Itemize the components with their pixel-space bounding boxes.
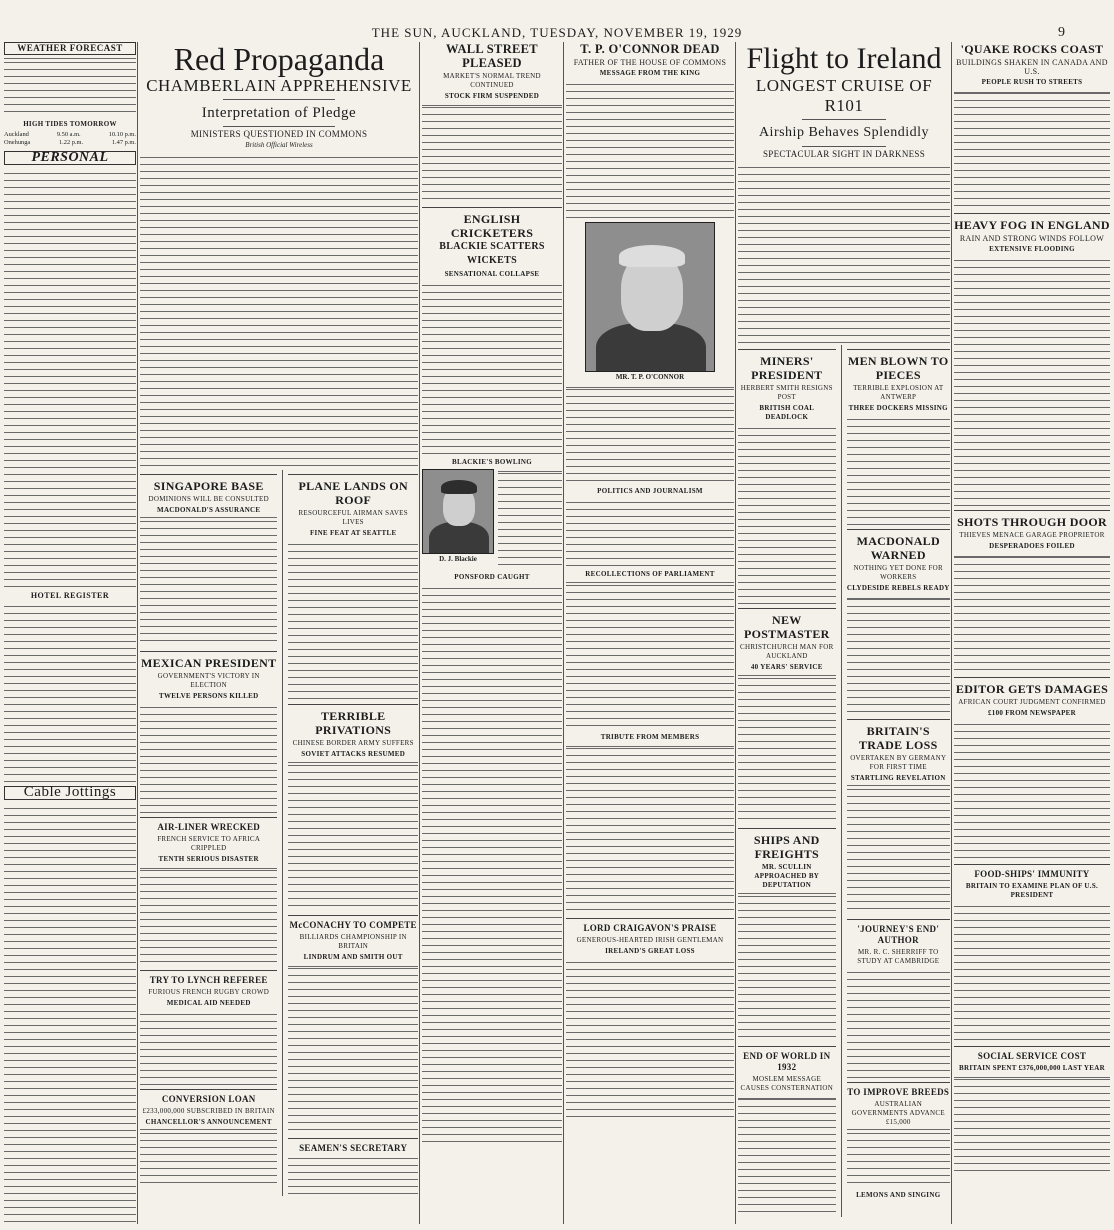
story-lynch <box>140 1010 277 1085</box>
story-miners <box>738 424 836 604</box>
story-craigavon <box>566 958 734 1118</box>
headline-wall-street: WALL STREET PLEASED <box>446 42 538 70</box>
subhead-editor-2: £100 FROM NEWSPAPER <box>987 709 1076 717</box>
blackie-caption: D. J. Blackie <box>439 555 477 563</box>
headline-end-of-world: END OF WORLD IN 1932 <box>743 1051 831 1072</box>
subhead-privations-2: SOVIET ATTACKS RESUMED <box>301 750 406 758</box>
page-number: 9 <box>1058 25 1066 40</box>
subhead-blackie: BLACKIE SCATTERS WICKETS <box>439 241 545 266</box>
subhead-shots: THIEVES MENACE GARAGE PROPRIETOR <box>959 531 1105 539</box>
headline-quake: 'QUAKE ROCKS COAST <box>960 42 1104 56</box>
headline-lynch-referee: TRY TO LYNCH REFEREE <box>149 975 268 985</box>
subhead-lynch-2: MEDICAL AID NEEDED <box>166 999 251 1007</box>
blackie-photo <box>422 469 494 554</box>
divider <box>140 474 277 475</box>
divider <box>288 1138 418 1139</box>
masthead <box>0 0 1114 40</box>
story-macdonald <box>847 595 950 715</box>
headline-conversion-loan: CONVERSION LOAN <box>161 1094 256 1104</box>
subhead-men-blown-2: THREE DOCKERS MISSING <box>848 404 948 412</box>
hotel-register-text <box>4 602 136 782</box>
subhead-fog: RAIN AND STRONG WINDS FOLLOW <box>959 234 1105 243</box>
divider <box>566 918 734 919</box>
subhead-social: BRITAIN SPENT £376,000,000 LAST YEAR <box>959 1064 1105 1072</box>
subhead-postmaster-2: 40 YEARS' SERVICE <box>750 663 823 671</box>
story-wall-street <box>422 103 562 203</box>
headline-airliner-wrecked: AIR-LINER WRECKED <box>157 822 261 832</box>
subhead-singapore-2: MACDONALD'S ASSURANCE <box>157 506 261 514</box>
subhead-craigavon: GENEROUS-HEARTED IRISH GENTLEMAN <box>576 936 724 945</box>
story-breeds <box>847 1129 950 1189</box>
personal-text <box>4 169 136 589</box>
story-plane <box>288 540 418 700</box>
divider <box>140 970 277 971</box>
headline-men-blown: MEN BLOWN TO PIECES <box>848 354 949 382</box>
story-food <box>954 902 1110 1042</box>
tides-title: HIGH TIDES TOMORROW <box>23 120 117 129</box>
subhead-airliner: FRENCH SERVICE TO AFRICA CRIPPLED <box>157 835 261 852</box>
headline-journeys-end: 'JOURNEY'S END' AUTHOR <box>857 924 940 945</box>
story-red-propaganda <box>140 153 418 468</box>
divider <box>422 207 562 208</box>
subhead-oconnor: FATHER OF THE HOUSE OF COMMONS <box>573 58 727 67</box>
blackie-photo-block <box>422 469 494 571</box>
subhead-billiards-2: LINDRUM AND SMITH OUT <box>303 953 403 961</box>
headline-flight-to-ireland: Flight to Ireland <box>746 42 942 75</box>
deck-ministers: MINISTERS QUESTIONED IN COMMONS <box>190 129 368 139</box>
column-rule <box>563 42 564 1224</box>
subhead-plane: RESOURCEFUL AIRMAN SAVES LIVES <box>298 509 408 526</box>
divider <box>847 529 950 530</box>
subhead-fog-2: EXTENSIVE FLOODING <box>989 245 1075 253</box>
divider <box>288 915 418 916</box>
story-fog <box>954 256 1110 506</box>
divider <box>738 828 836 829</box>
divider <box>288 474 418 475</box>
story-quake <box>954 89 1110 209</box>
column-rule <box>137 42 138 1224</box>
headline-editor-damages: EDITOR GETS DAMAGES <box>955 682 1109 696</box>
subhead-macdonald-2: CLYDESIDE REBELS READY <box>846 584 950 592</box>
story-politics <box>566 498 734 568</box>
subhead-ships: MR. SCULLIN APPROACHED BY DEPUTATION <box>754 863 820 889</box>
divider <box>223 126 334 127</box>
story-tribute <box>566 744 734 914</box>
blackie-bowling-title: BLACKIE'S BOWLING <box>452 458 532 466</box>
subhead-lynch: FURIOUS FRENCH RUGBY CROWD <box>148 988 270 996</box>
story-loan <box>140 1129 277 1189</box>
column-1 <box>4 42 136 1224</box>
subhead-miners: HERBERT SMITH RESIGNS POST <box>740 384 833 401</box>
divider <box>140 651 277 652</box>
column-rule <box>841 345 842 1217</box>
blackie-photo-row <box>422 469 562 571</box>
subhead-trade-2: STARTLING REVELATION <box>850 774 946 782</box>
story-cricket <box>422 281 562 456</box>
deck-airship: Airship Behaves Splendidly <box>758 125 930 140</box>
divider <box>847 349 950 350</box>
subhead-privations: CHINESE BORDER ARMY SUFFERS <box>292 739 414 747</box>
subhead-oconnor-2: MESSAGE FROM THE KING <box>599 69 701 77</box>
divider <box>288 704 418 705</box>
subhead-wall-street-2: STOCK FIRM SUSPENDED <box>444 92 540 100</box>
headline-food-ships: FOOD-SHIPS' IMMUNITY <box>974 869 1090 879</box>
subhead-quake: BUILDINGS SHAKEN IN CANADA AND U.S. <box>956 58 1108 76</box>
subhead-shots-2: DESPERADOES FOILED <box>989 542 1075 550</box>
subhead-end-world: MOSLEM MESSAGE CAUSES CONSTERNATION <box>740 1075 834 1092</box>
photo-hair <box>619 245 685 267</box>
story-men-blown <box>847 415 950 525</box>
divider <box>954 1046 1110 1047</box>
story-oconnor-2 <box>566 385 734 485</box>
story-recollections <box>566 581 734 731</box>
col5-lower <box>738 345 950 1217</box>
headline-ships-freights: SHIPS AND FREIGHTS <box>753 833 820 861</box>
divider <box>738 608 836 609</box>
headline-oconnor: T. P. O'CONNOR DEAD <box>580 42 720 56</box>
divider <box>954 510 1110 511</box>
column-rule <box>419 42 420 1224</box>
subhead-r101: LONGEST CRUISE OF R101 <box>755 76 933 115</box>
headline-craigavon: LORD CRAIGAVON'S PRAISE <box>583 923 717 934</box>
headline-heavy-fog: HEAVY FOG IN ENGLAND <box>954 218 1110 232</box>
subhead-miners-2: BRITISH COAL DEADLOCK <box>759 404 815 421</box>
headline-seamens-secretary: SEAMEN'S SECRETARY <box>299 1143 408 1153</box>
headline-plane-roof: PLANE LANDS ON ROOF <box>298 479 408 507</box>
story-bowling <box>498 469 562 569</box>
subhead-airliner-2: TENTH SERIOUS DISASTER <box>158 855 259 863</box>
story-trade <box>847 785 950 915</box>
divider <box>954 213 1110 214</box>
tides-table <box>4 131 136 147</box>
headline-english-cricketers: ENGLISH CRICKETERS <box>450 212 534 240</box>
subhead-trade: OVERTAKEN BY GERMANY FOR FIRST TIME <box>850 754 947 771</box>
subhead-chamberlain: CHAMBERLAIN APPREHENSIVE <box>146 76 412 95</box>
story-journey <box>847 968 950 1078</box>
subhead-journey: MR. R. C. SHERRIFF TO STUDY AT CAMBRIDGE <box>857 948 940 965</box>
story-shots <box>954 553 1110 673</box>
divider <box>847 1082 950 1083</box>
story-privations <box>288 761 418 911</box>
hotel-register-title: HOTEL REGISTER <box>30 590 110 600</box>
column-rule <box>735 42 736 1224</box>
col2-lower <box>140 470 418 1196</box>
photo-coat <box>429 522 489 554</box>
divider <box>140 1089 277 1090</box>
story-end-world <box>738 1095 836 1215</box>
divider <box>847 719 950 720</box>
story-social <box>954 1075 1110 1175</box>
headline-miners-president: MINERS' PRESIDENT <box>751 354 823 382</box>
divider <box>223 99 334 100</box>
story-editor <box>954 720 1110 860</box>
subhead-singapore: DOMINIONS WILL BE CONSULTED <box>148 495 269 503</box>
subhead-food: BRITAIN TO EXAMINE PLAN OF U.S. PRESIDENT <box>965 882 1099 899</box>
deck-interpretation: Interpretation of Pledge <box>201 105 357 121</box>
story-singapore <box>140 517 277 647</box>
story-oconnor <box>566 80 734 220</box>
column-4 <box>566 42 734 1224</box>
oconnor-caption: MR. T. P. O'CONNOR <box>615 373 685 381</box>
story-airliner <box>140 866 277 966</box>
tribute-title: TRIBUTE FROM MEMBERS <box>600 733 700 742</box>
subhead-quake-2: PEOPLE RUSH TO STREETS <box>981 78 1083 86</box>
col5-lower-right <box>847 345 950 1217</box>
headline-singapore-base: SINGAPORE BASE <box>153 479 264 493</box>
headline-new-postmaster: NEW POSTMASTER <box>743 613 830 641</box>
headline-mexican-president: MEXICAN PRESIDENT <box>140 656 277 670</box>
divider <box>802 146 887 147</box>
divider <box>802 119 887 120</box>
col5-lower-left <box>738 345 836 1217</box>
story-ponsford <box>422 584 562 1144</box>
subhead-craigavon-2: IRELAND'S GREAT LOSS <box>605 947 695 956</box>
photo-hair <box>441 480 477 494</box>
subhead-loan: £233,000,000 SUBSCRIBED IN BRITAIN <box>142 1107 275 1115</box>
subhead-loan-2: CHANCELLOR'S ANNOUNCEMENT <box>145 1118 272 1126</box>
headline-mcconachy: McCONACHY TO COMPETE <box>289 920 417 930</box>
column-6 <box>954 42 1110 1224</box>
story-ships <box>738 892 836 1042</box>
tide-row: Auckland 9.50 a.m. 10.10 p.m. <box>4 131 136 139</box>
headline-red-propaganda: Red Propaganda <box>173 42 385 77</box>
story-flight <box>738 163 950 343</box>
column-rule <box>951 42 952 1224</box>
subhead-plane-2: FINE FEAT AT SEATTLE <box>309 529 397 537</box>
column-5 <box>738 42 950 1224</box>
wire-credit: British Official Wireless <box>245 141 313 149</box>
personal-title: PERSONAL <box>4 151 136 164</box>
headline-trade-loss: BRITAIN'S TRADE LOSS <box>858 724 938 752</box>
subhead-mexico: GOVERNMENT'S VICTORY IN ELECTION <box>157 672 260 689</box>
politics-title: POLITICS AND JOURNALISM <box>597 487 703 496</box>
story-mexico <box>140 703 277 813</box>
divider <box>140 817 277 818</box>
col2-lower-right <box>288 470 418 1196</box>
divider <box>738 349 836 350</box>
column-2 <box>140 42 418 1224</box>
story-postmaster <box>738 674 836 824</box>
oconnor-photo <box>585 222 715 372</box>
weather-forecast-title: WEATHER FORECAST <box>4 42 136 55</box>
subhead-postmaster: CHRISTCHURCH MAN FOR AUCKLAND <box>740 643 834 660</box>
subhead-mexico-2: TWELVE PERSONS KILLED <box>159 692 259 700</box>
subhead-editor: AFRICAN COURT JUDGMENT CONFIRMED <box>958 698 1106 706</box>
subhead-collapse: SENSATIONAL COLLAPSE <box>444 270 540 278</box>
weather-forecast-text <box>4 58 136 118</box>
divider <box>954 864 1110 865</box>
tide-row: Onehunga 1.22 p.m. 1.47 p.m. <box>4 139 136 147</box>
subhead-men-blown: TERRIBLE EXPLOSION AT ANTWERP <box>853 384 944 401</box>
recollections-title: RECOLLECTIONS OF PARLIAMENT <box>585 570 715 579</box>
masthead-title: THE SUN, AUCKLAND, TUESDAY, NOVEMBER 19, 1929 <box>371 25 743 40</box>
divider <box>954 677 1110 678</box>
col2-lower-left <box>140 470 277 1196</box>
subhead-wall-street: MARKET'S NORMAL TREND CONTINUED <box>443 72 541 89</box>
story-seamen <box>288 1154 418 1194</box>
ponsford-title: PONSFORD CAUGHT <box>454 573 530 581</box>
subhead-billiards: BILLIARDS CHAMPIONSHIP IN BRITAIN <box>299 933 407 950</box>
subhead-breeds: AUSTRALIAN GOVERNMENTS ADVANCE £15,000 <box>851 1100 945 1126</box>
headline-social-service: SOCIAL SERVICE COST <box>977 1051 1087 1061</box>
subhead-macdonald: NOTHING YET DONE FOR WORKERS <box>853 564 943 581</box>
cable-jottings-title: Cable Jottings <box>4 786 136 799</box>
cable-jottings-text <box>4 804 136 1224</box>
divider <box>738 1046 836 1047</box>
headline-macdonald-warned: MACDONALD WARNED <box>856 534 940 562</box>
lemons-title: LEMONS AND SINGING <box>856 1191 941 1199</box>
headline-shots-door: SHOTS THROUGH DOOR <box>957 515 1107 529</box>
column-rule <box>282 470 283 1196</box>
column-3 <box>422 42 562 1224</box>
deck-spectacular: SPECTACULAR SIGHT IN DARKNESS <box>762 149 926 159</box>
divider <box>847 919 950 920</box>
story-billiards <box>288 964 418 1134</box>
headline-privations: TERRIBLE PRIVATIONS <box>315 709 392 737</box>
headline-improve-breeds: TO IMPROVE BREEDS <box>847 1087 950 1097</box>
